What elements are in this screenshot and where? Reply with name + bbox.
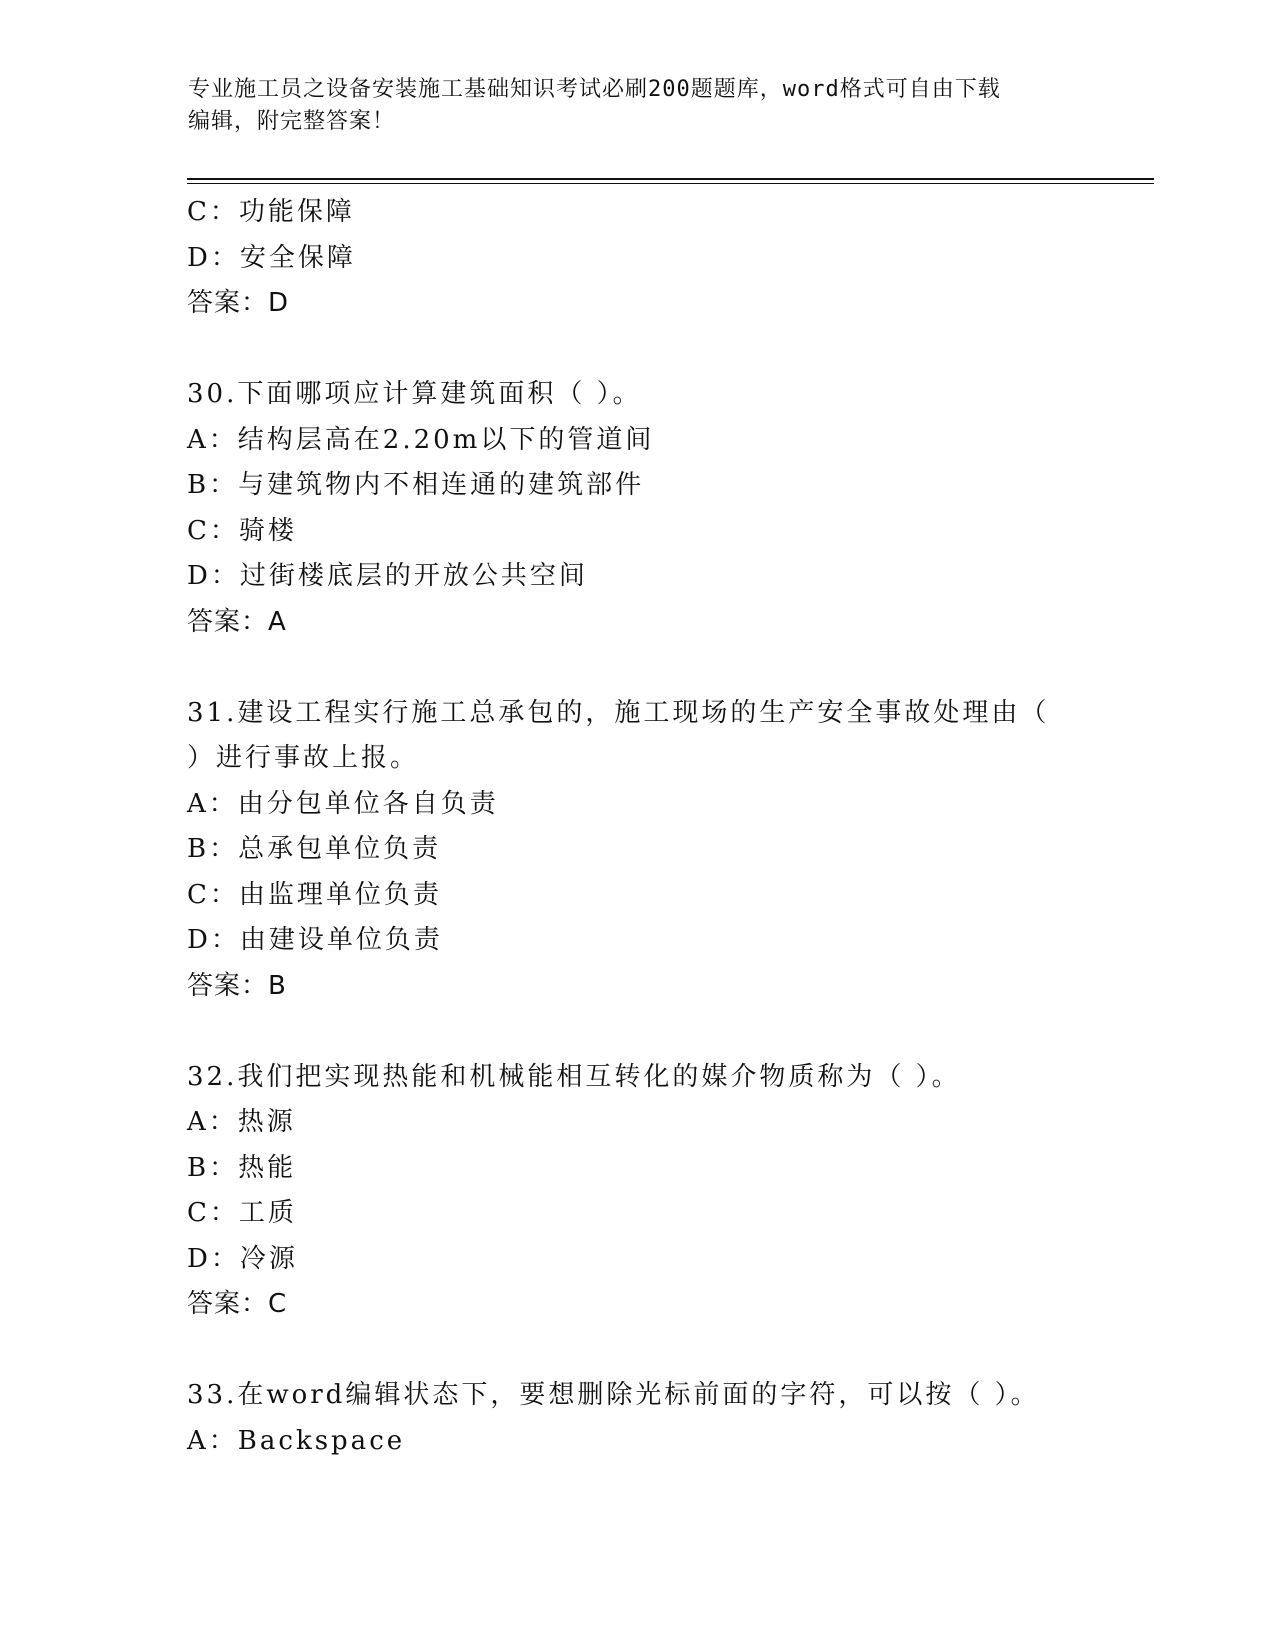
option-b: B：与建筑物内不相连通的建筑部件 <box>187 470 645 500</box>
question-stem-continued: ）进行事故上报。 <box>187 743 420 773</box>
header-divider-thick <box>187 178 1154 180</box>
answer-line <box>187 281 1087 327</box>
question-29-continued <box>187 190 1087 372</box>
option-d: D：过街楼底层的开放公共空间 <box>187 561 588 591</box>
document-header <box>188 74 1088 138</box>
answer-line <box>187 1282 1087 1328</box>
question-33 <box>187 1373 1087 1464</box>
option-a: A：由分包单位各自负责 <box>187 788 499 819</box>
answer-value: C <box>268 1289 288 1319</box>
header-title-line-1: 专业施工员之设备安装施工基础知识考试必刷200题题库，word格式可自由下载 <box>188 77 1001 102</box>
answer-value: D <box>268 288 290 318</box>
option-b: B：总承包单位负责 <box>187 834 442 864</box>
spacer <box>187 1328 1087 1374</box>
option-d: D：冷源 <box>187 1243 298 1274</box>
header-divider-thin <box>187 183 1154 184</box>
question-31 <box>187 691 1087 1055</box>
spacer <box>187 645 1087 691</box>
question-stem: 31.建设工程实行施工总承包的，施工现场的生产安全事故处理由（ <box>187 697 1050 728</box>
spacer <box>187 1009 1087 1055</box>
question-list <box>187 190 1087 1464</box>
question-stem: 32.我们把实现热能和机械能相互转化的媒介物质称为（ ）。 <box>187 1061 961 1092</box>
option-c: C：功能保障 <box>187 197 355 227</box>
answer-label: 答案： <box>187 606 269 637</box>
question-stem: 30.下面哪项应计算建筑面积（ ）。 <box>187 379 642 409</box>
option-d: D：由建设单位负责 <box>187 925 443 955</box>
answer-label: 答案： <box>187 1289 269 1319</box>
option-c: C：由监理单位负责 <box>187 879 442 910</box>
question-stem: 33.在word编辑状态下，要想删除光标前面的字符，可以按（ ）。 <box>187 1380 1040 1410</box>
option-a: A：结构层高在2.20m以下的管道间 <box>187 424 655 455</box>
option-a: A：热源 <box>187 1107 296 1137</box>
question-30 <box>187 372 1087 691</box>
answer-label: 答案： <box>187 970 269 1001</box>
option-c: C：骑楼 <box>187 515 297 546</box>
spacer <box>187 327 1087 373</box>
answer-line <box>187 964 1087 1010</box>
option-d: D：安全保障 <box>187 242 356 273</box>
answer-label: 答案： <box>187 288 269 318</box>
answer-value: A <box>268 606 287 637</box>
answer-value: B <box>268 970 287 1001</box>
option-c: C：工质 <box>187 1198 297 1228</box>
option-a: A：Backspace <box>187 1425 406 1456</box>
option-b: B：热能 <box>187 1152 297 1183</box>
header-title-line-2: 编辑，附完整答案！ <box>188 109 396 134</box>
answer-line <box>187 600 1087 646</box>
question-32 <box>187 1055 1087 1374</box>
